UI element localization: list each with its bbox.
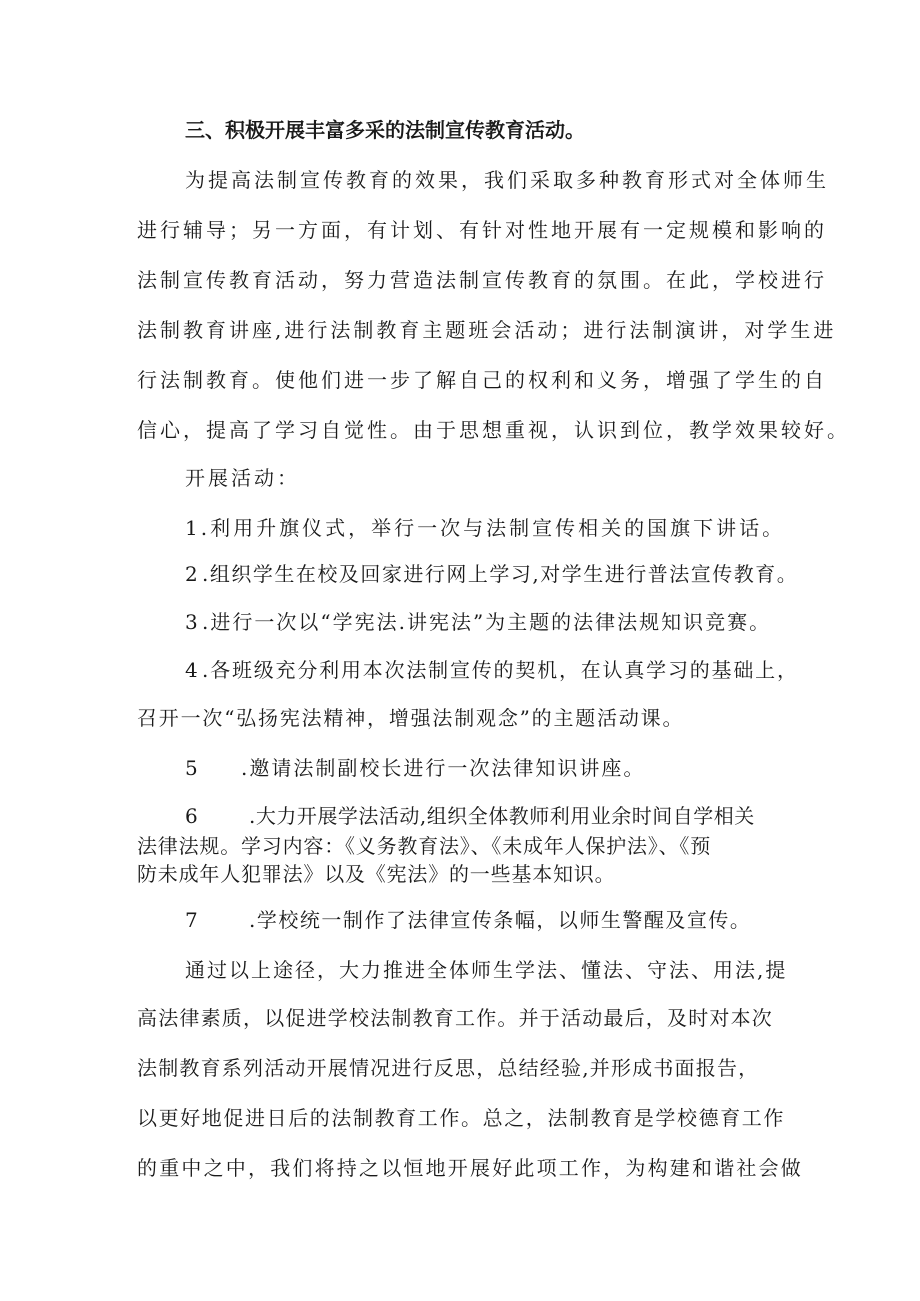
para1-line-5: 行法制教育。使他们进一步了解自己的权利和义务，增强了学生的自 bbox=[137, 368, 827, 392]
para2-line-2: 高法律素质，以促进学校法制教育工作。并于活动最后，及时对本次 bbox=[137, 1006, 773, 1030]
para1-line-3: 法制宣传教育活动，努力营造法制宣传教育的氛围。在此，学校进行 bbox=[137, 268, 827, 292]
para1-line-1: 为提高法制宣传教育的效果，我们采取多种教育形式对全体师生 bbox=[185, 168, 829, 192]
list-item-text: .进行一次以“学宪法.讲宪法”为主题的法律法规知识竞赛。 bbox=[202, 610, 772, 634]
list-item-number: 5 bbox=[185, 756, 200, 780]
para2-line-1: 通过以上途径，大力推进全体师生学法、懂法、守法、用法,提 bbox=[185, 958, 788, 982]
list-item-6 bbox=[185, 802, 755, 830]
list-item-4 bbox=[185, 656, 799, 684]
para2-line-4: 以更好地促进日后的法制教育工作。总之，法制教育是学校德育工作 bbox=[137, 1106, 785, 1130]
para1-line-6: 信心，提高了学习自觉性。由于思想重视，认识到位，教学效果较好。 bbox=[137, 418, 850, 442]
list-item-number: 2 bbox=[185, 562, 200, 586]
list-item-6-line-3: 防未成年人犯罪法》以及《宪法》的一些基本知识。 bbox=[137, 862, 616, 886]
list-item-text: 利用升旗仪式，举行一次与法制宣传相关的国旗下讲话。 bbox=[210, 516, 786, 540]
list-item-4-line-2: 召开一次“弘扬宪法精神，增强法制观念”的主题活动课。 bbox=[137, 706, 685, 730]
list-item-number: 3 bbox=[185, 610, 200, 634]
list-item-6-line-2: 法律法规。学习内容：《义务教育法》、《未成年人保护法》、《预 bbox=[137, 834, 711, 858]
list-item-text: .学校统一制作了法律宣传条幅，以师生警醒及宣传。 bbox=[249, 908, 752, 932]
list-item-number: 6 bbox=[185, 804, 199, 828]
list-item-7 bbox=[185, 906, 751, 934]
list-item-number: 7 bbox=[185, 908, 200, 932]
list-item-number: 4 bbox=[185, 658, 200, 682]
list-item-text: .各班级充分利用本次法制宣传的契机，在认真学习的基础上， bbox=[202, 658, 799, 682]
para1-line-2: 进行辅导；另一方面，有计划、有针对性地开展有一定规模和影响的 bbox=[137, 218, 827, 242]
list-item-number: 1. bbox=[185, 516, 211, 540]
para1-line-4: 法制教育讲座,进行法制教育主题班会活动；进行法制演讲，对学生进 bbox=[137, 318, 837, 342]
para2-line-3: 法制教育系列活动开展情况进行反思，总结经验,并形成书面报告， bbox=[137, 1056, 760, 1080]
list-item-1 bbox=[185, 514, 785, 542]
list-item-2 bbox=[185, 560, 798, 588]
list-item-5 bbox=[185, 754, 645, 782]
list-item-text: .大力开展学法活动,组织全体教师利用业余时间自学相关 bbox=[249, 804, 755, 828]
list-item-text: .邀请法制副校长进行一次法律知识讲座。 bbox=[241, 756, 646, 780]
activities-title: 开展活动： bbox=[185, 466, 300, 490]
list-item-text: .组织学生在校及回家进行网上学习,对学生进行普法宣传教育。 bbox=[202, 562, 799, 586]
para2-line-5: 的重中之中，我们将持之以恒地开展好此项工作，为构建和谐社会做 bbox=[137, 1156, 803, 1180]
section-heading: 三、积极开展丰富多采的法制宣传教育活动。 bbox=[185, 118, 585, 142]
list-item-3 bbox=[185, 608, 771, 636]
